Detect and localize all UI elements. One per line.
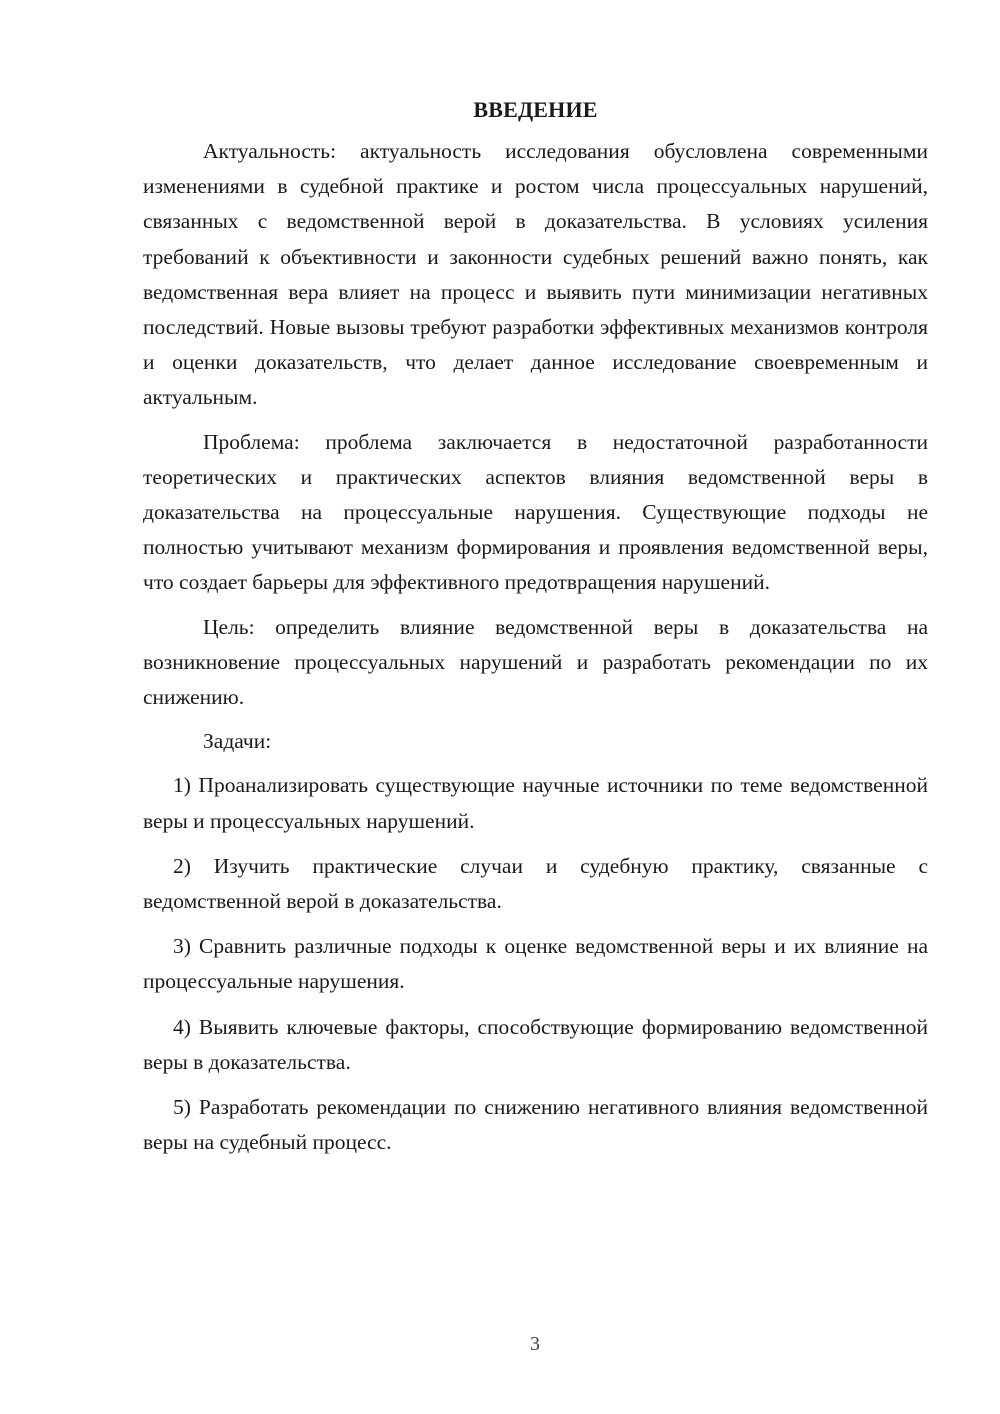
page-number: 3: [530, 1333, 540, 1355]
relevance-paragraph: Актуальность: актуальность исследования обусловлена современными изменениями в судебной практике и ростом числа процессуальных нарушений, связанных с ведомственной верой в доказательства. В условиях усиления требований к объективности и законности судебных решений важно понять, как ведомственная вера влияет на процесс и выявить пути минимизации негативных последствий. Новые вызовы требуют разработки эффективных механизмов контроля и оценки доказательств, что делает данное исследование своевременным и актуальным.: [143, 139, 928, 410]
section-title: ВВЕДЕНИЕ: [473, 97, 598, 122]
tasks-label: Задачи:: [203, 729, 272, 754]
task-item-3: 3) Сравнить различные подходы к оценке ведомственной веры и их влияние на процессуальные нарушения.: [143, 934, 928, 994]
task-item-5: 5) Разработать рекомендации по снижению негативного влияния ведомственной веры на судебный процесс.: [143, 1095, 928, 1155]
task-item-2: 2) Изучить практические случаи и судебную практику, связанные с ведомственной верой в доказательства.: [143, 853, 928, 914]
task-item-1: 1) Проанализировать существующие научные источники по теме ведомственной веры и процессуальных нарушений.: [143, 773, 928, 833]
document-page: [143, 94, 928, 1170]
task-item-4: 4) Выявить ключевые факторы, способствующие формированию ведомственной веры в доказательства.: [143, 1014, 928, 1074]
goal-paragraph: Цель: определить влияние ведомственной веры в доказательства на возникновение процессуальных нарушений и разработать рекомендации по их снижению.: [143, 614, 928, 710]
problem-paragraph: Проблема: проблема заключается в недостаточной разработанности теоретических и практических аспектов влияния ведомственной веры в доказательства на процессуальные нарушения. Существующие подходы не полностью учитывают механизм формирования и проявления ведомственной веры, что создает барьеры для эффективного предотвращения нарушений.: [143, 429, 928, 595]
